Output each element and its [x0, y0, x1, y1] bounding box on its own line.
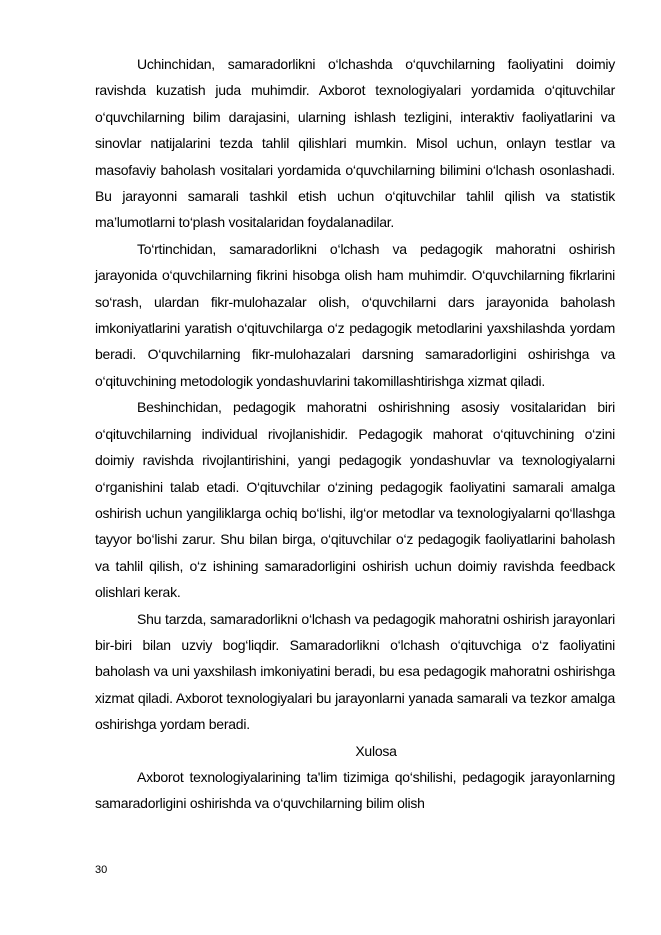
paragraph-beshinchidan: Beshinchidan, pedagogik mahoratni oshirishning asosiy vositalaridan biri o‘qituvchilarning individual rivojlanishidir. Pedagogik mahorat o‘qituvchining o‘zini doimiy ravishda rivojlantirishini, yangi pedagogik yondashuvlar va texnologiyalarni o‘rganishini talab etadi. O‘qituvchilar o‘zining pedagogik faoliyatini samarali amalga oshirish uchun yangiliklarga ochiq bo‘lishi, ilg‘or metodlar va texnologiyalarni qo‘llashga tayyor bo‘lishi zarur. Shu bilan birga, o‘qituvchilar o‘z pedagogik faoliyatlarini baholash va tahlil qilish, o‘z ishining samaradorligini oshirish uchun doimiy ravishda feedback olishlari kerak.: [95, 399, 615, 601]
page-number: 30: [95, 864, 108, 876]
paragraph-conclusion: Axborot texnologiyalarining ta'lim tizimiga qo‘shilishi, pedagogik jarayonlarning samaradorligini oshirishda va o‘quvchilarning bilim olish: [95, 768, 615, 812]
paragraph-shu-tarzda: Shu tarzda, samaradorlikni o‘lchash va pedagogik mahoratni oshirish jarayonlari bir-biri bilan uzviy bog‘liqdir. Samaradorlikni o‘lchash o‘qituvchiga o‘z faoliyatini baholash va uni yaxshilash imkoniyatini beradi, bu esa pedagogik mahoratni oshirishga xizmat qiladi. Axborot texnologiyalari bu jarayonlarni yanada samarali va tezkor amalga oshirishga yordam beradi.: [95, 610, 615, 733]
document-page: [95, 51, 615, 817]
paragraph-uchinchidan: Uchinchidan, samaradorlikni o‘lchashda o‘quvchilarning faoliyatini doimiy ravishda kuzatish juda muhimdir. Axborot texnologiyalari yordamida o‘qituvchilar o‘quvchilarning bilim darajasini, ularning ishlash tezligini, interaktiv faoliyatlarini va sinovlar natijalarini tezda tahlil qilishlari mumkin. Misol uchun, onlayn testlar va masofaviy baholash vositalari yordamida o‘quvchilarning bilimini o‘lchash osonlashadi. Bu jarayonni samarali tashkil etish uchun o‘qituvchilar tahlil qilish va statistik ma’lumotlarni to‘plash vositalaridan foydalanadilar.: [95, 56, 615, 231]
paragraph-tortinchidan: To‘rtinchidan, samaradorlikni o‘lchash va pedagogik mahoratni oshirish jarayonida o‘quvchilarning fikrini hisobga olish ham muhimdir. O‘quvchilarning fikrlarini so‘rash, ulardan fikr-mulohazalar olish, o‘quvchilarni dars jarayonida baholash imkoniyatlarini yaratish o‘qituvchilarga o‘z pedagogik metodlarini yaxshilashda yordam beradi. O‘quvchilarning fikr-mulohazalari darsning samaradorligini oshirishga va o‘qituvchining metodologik yondashuvlarini takomillashtirishga xizmat qiladi.: [95, 240, 615, 389]
section-heading-xulosa: Xulosa: [355, 742, 397, 759]
